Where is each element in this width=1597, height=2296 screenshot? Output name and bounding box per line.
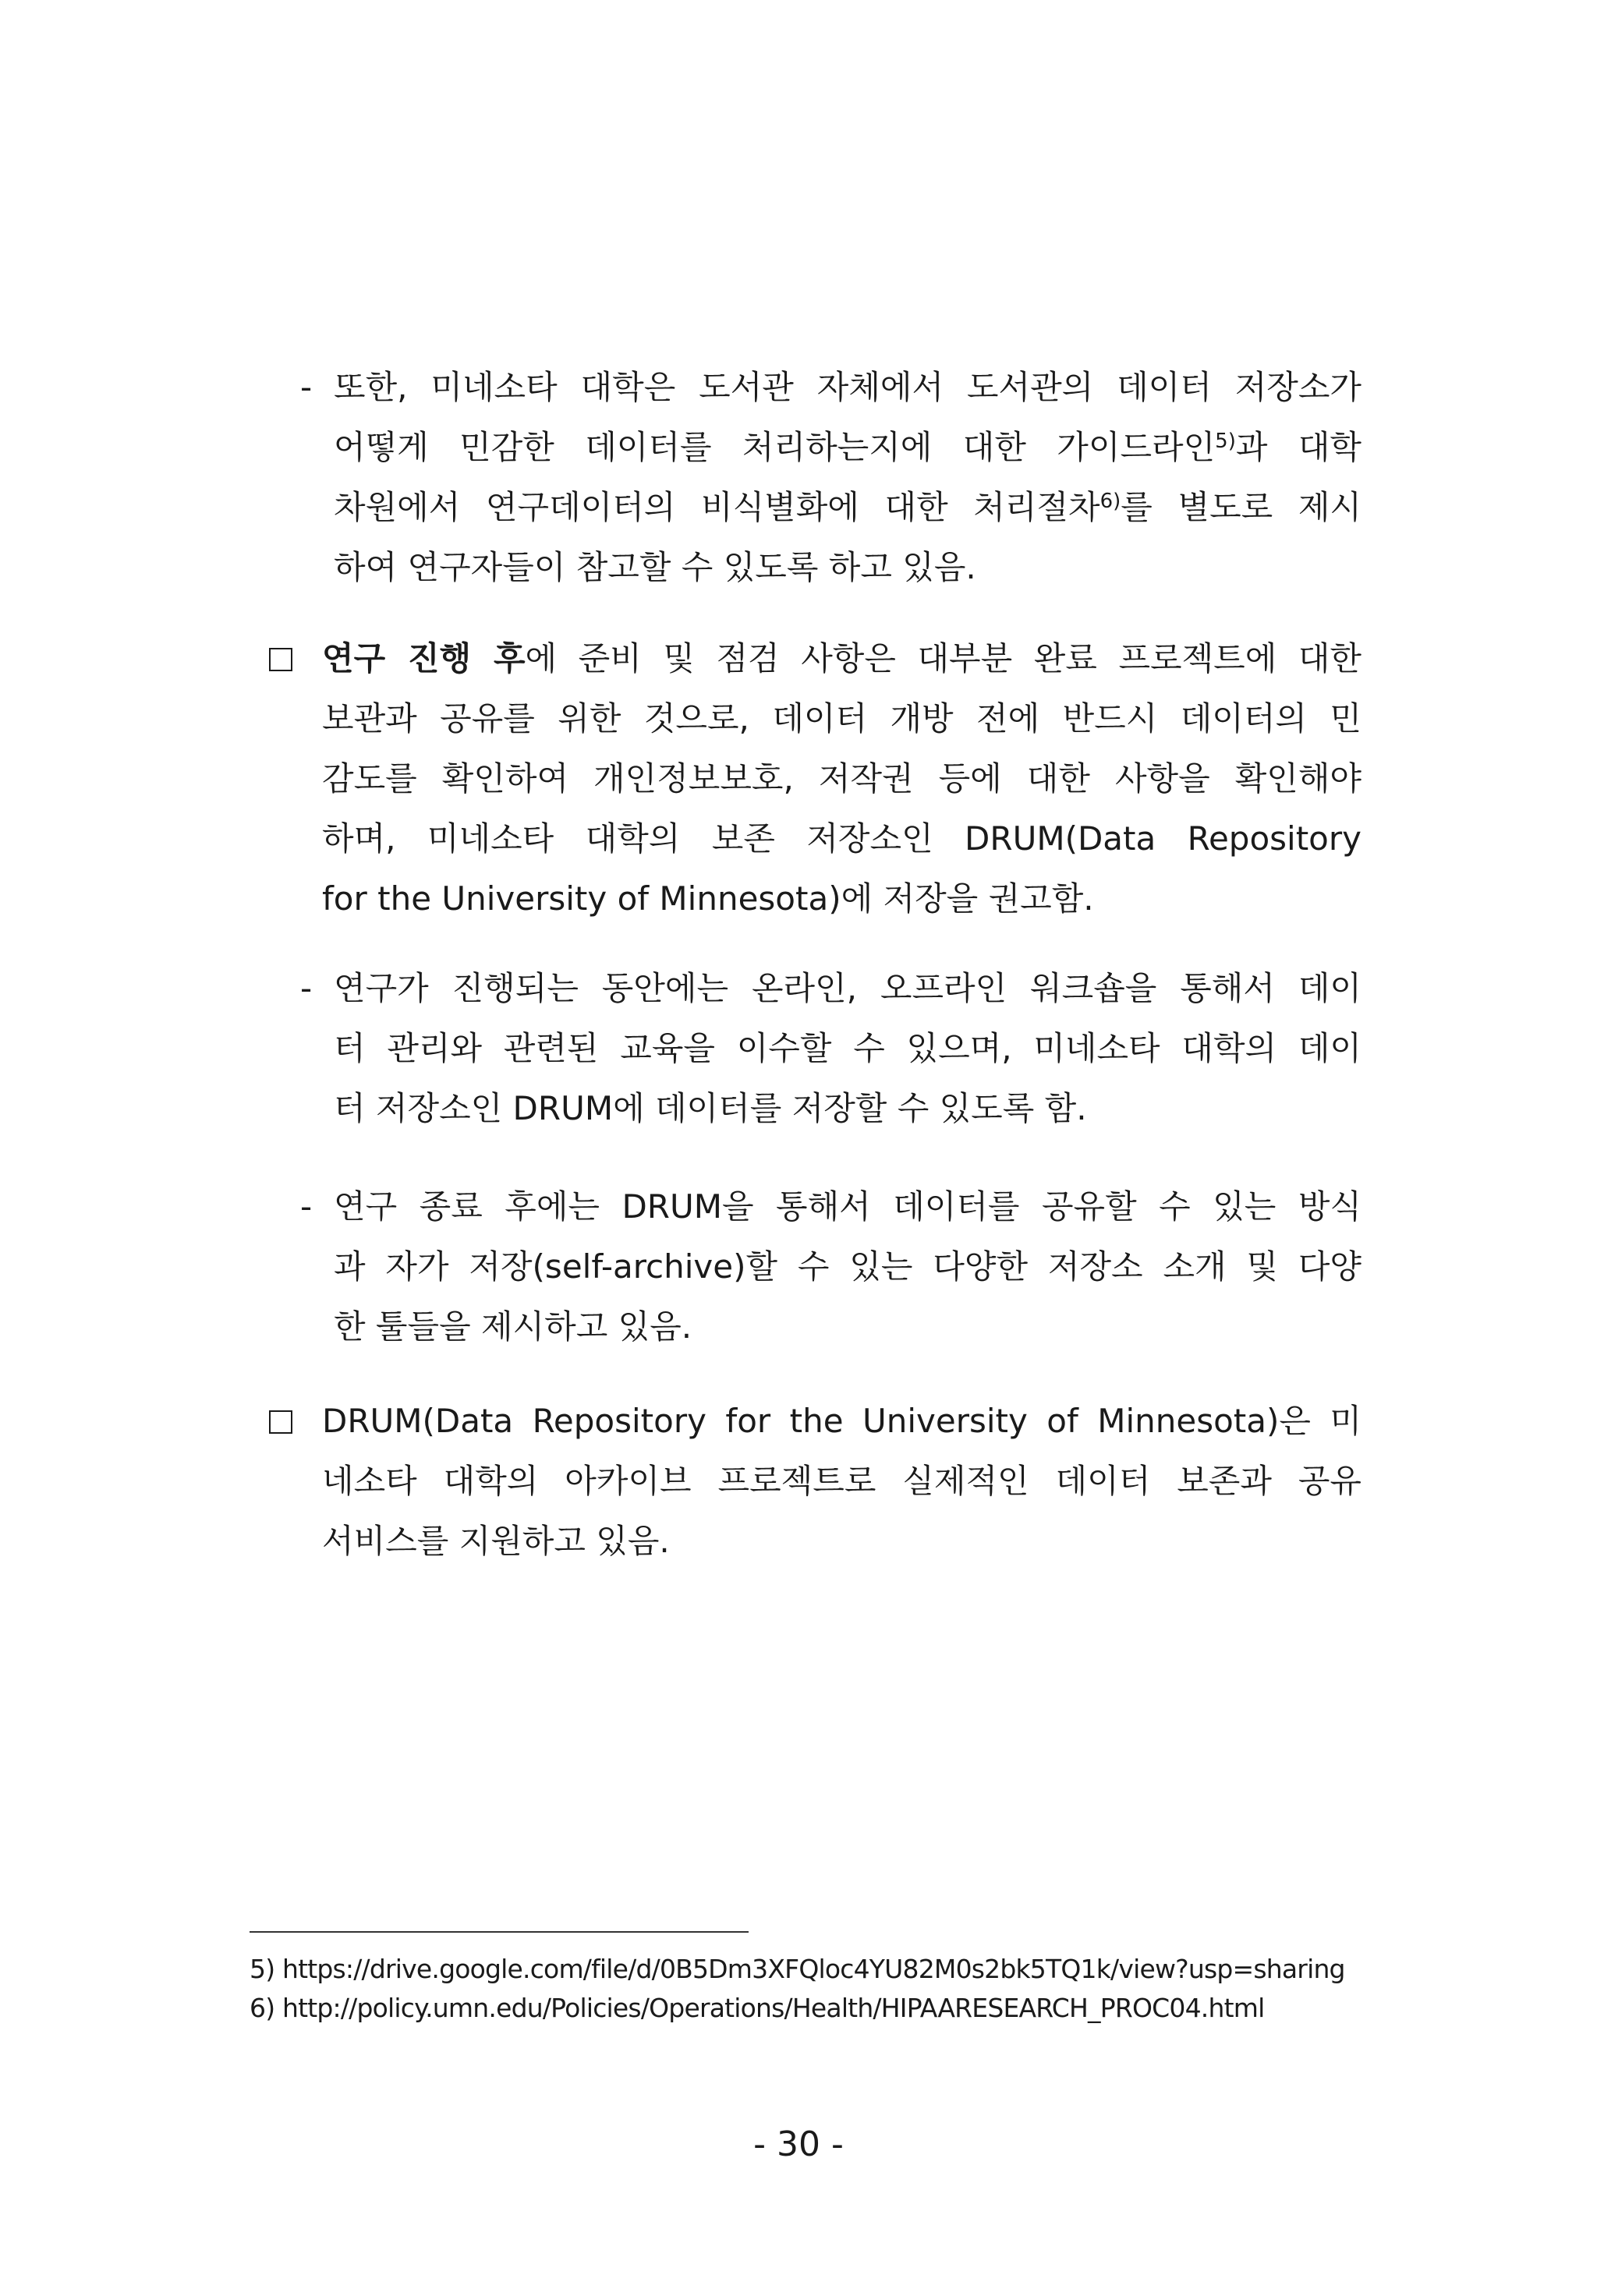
footnote-5 <box>250 1951 1345 1988</box>
text-line: 하여 연구자들이 참고할 수 있도록 하고 있음. <box>334 548 976 586</box>
footnote-separator <box>250 1931 749 1933</box>
bullet-dash: - <box>300 1187 313 1226</box>
page-number: - 30 - <box>753 2124 844 2164</box>
section-paragraph-2 <box>322 1391 1362 1571</box>
footnote-url[interactable]: https://drive.google.com/file/d/0B5Dm3XFQloc4YU82M0s2bk5TQ1k/view?usp=sharing <box>282 1954 1345 1984</box>
text-line: 또한, 미네소타 대학은 도서관 자체에서 도서관의 데이터 저장소가 <box>334 368 1362 406</box>
text-line: 연구 종료 후에는 DRUM을 통해서 데이터를 공유할 수 있는 방식 <box>334 1187 1362 1226</box>
bullet-paragraph-1 <box>334 357 1362 597</box>
text-line: DRUM(Data Repository for the University of Minnesota)은 미 <box>322 1402 1362 1440</box>
footnote-ref-5: 5) <box>1215 430 1236 453</box>
text-line: 한 툴들을 제시하고 있음. <box>334 1307 692 1346</box>
text-line: 터 관리와 관련된 교육을 이수할 수 있으며, 미네소타 대학의 데이 <box>334 1029 1362 1067</box>
text-line: 네소타 대학의 아카이브 프로젝트로 실제적인 데이터 보존과 공유 <box>322 1462 1362 1500</box>
bullet-dash: - <box>300 969 313 1007</box>
text-line: 연구 진행 후에 준비 및 점검 사항은 대부분 완료 프로젝트에 대한 <box>322 639 1362 677</box>
text-line: 연구가 진행되는 동안에는 온라인, 오프라인 워크숍을 통해서 데이 <box>334 969 1362 1007</box>
square-bullet-icon <box>269 648 292 671</box>
checkbox-marker <box>269 1391 292 1451</box>
text-line: 과 자가 저장(self-archive)할 수 있는 다양한 저장소 소개 및 다양 <box>334 1247 1362 1286</box>
text-line: 터 저장소인 DRUM에 데이터를 저장할 수 있도록 함. <box>334 1089 1087 1127</box>
text-line: for the University of Minnesota)에 저장을 권고함. <box>322 879 1094 918</box>
footnote-url[interactable]: http://policy.umn.edu/Policies/Operations/Health/HIPAARESEARCH_PROC04.html <box>282 1993 1265 2023</box>
footnote-6 <box>250 1990 1264 2027</box>
bullet-paragraph-3 <box>334 1176 1362 1357</box>
bold-lead: 연구 진행 후 <box>322 639 526 677</box>
footnote-ref-6: 6) <box>1099 490 1121 513</box>
checkbox-marker <box>269 628 292 688</box>
text-line: 어떻게 민감한 데이터를 처리하는지에 대한 가이드라인$^{5)}$과 대학 <box>334 428 1362 466</box>
text-line: 하며, 미네소타 대학의 보존 저장소인 DRUM(Data Repository <box>322 819 1362 858</box>
square-bullet-icon <box>269 1410 292 1434</box>
footnote-number: 6) <box>250 1993 275 2023</box>
section-paragraph-1 <box>322 628 1362 929</box>
footnote-number: 5) <box>250 1954 275 1984</box>
text-line: 서비스를 지원하고 있음. <box>322 1522 670 1560</box>
text-line: 감도를 확인하여 개인정보보호, 저작권 등에 대한 사항을 확인해야 <box>322 759 1362 798</box>
text-line: 차원에서 연구데이터의 비식별화에 대한 처리절차$^{6)}$를 별도로 제시 <box>334 488 1362 526</box>
text-line: 보관과 공유를 위한 것으로, 데이터 개방 전에 반드시 데이터의 민 <box>322 699 1362 738</box>
bullet-paragraph-2 <box>334 958 1362 1138</box>
bullet-dash: - <box>300 368 313 406</box>
